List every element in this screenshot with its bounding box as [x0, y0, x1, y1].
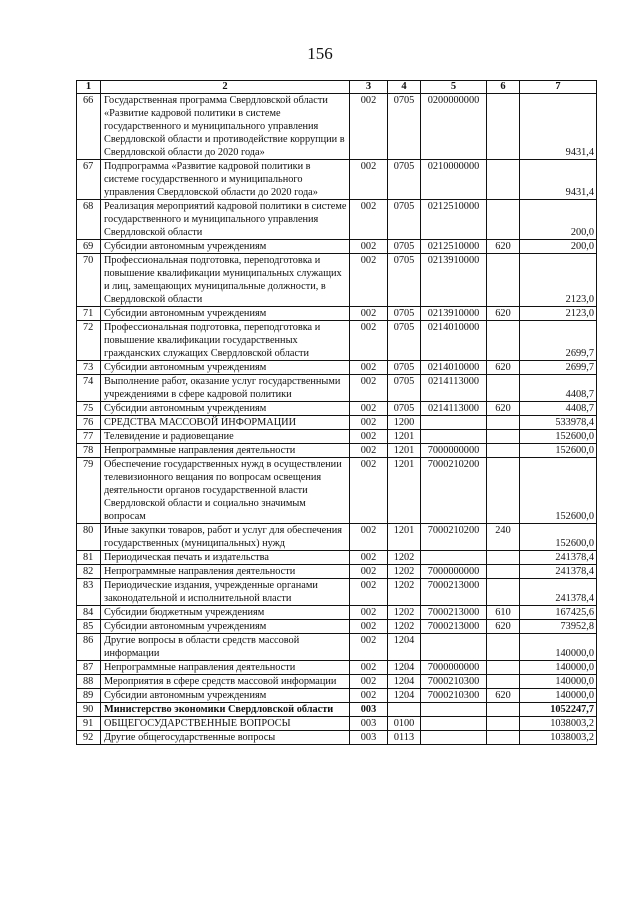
- row-code-section: 0705: [388, 94, 421, 160]
- row-code-section: 0705: [388, 240, 421, 254]
- table-row: [77, 634, 597, 661]
- row-code-target: 7000000000: [421, 661, 487, 675]
- row-code-expense: 610: [487, 606, 520, 620]
- budget-table: [76, 80, 597, 745]
- row-name: Министерство экономики Свердловской области: [101, 703, 350, 717]
- row-code-target: 7000210200: [421, 524, 487, 551]
- row-code-section: 0100: [388, 717, 421, 731]
- row-number: 67: [77, 160, 101, 200]
- row-number: 83: [77, 579, 101, 606]
- table-row: [77, 458, 597, 524]
- row-code-expense: [487, 703, 520, 717]
- row-amount: 9431,4: [520, 160, 597, 200]
- row-code-ministry: 002: [350, 94, 388, 160]
- row-number: 82: [77, 565, 101, 579]
- row-code-ministry: 002: [350, 565, 388, 579]
- row-amount: 73952,8: [520, 620, 597, 634]
- row-name: Выполнение работ, оказание услуг государственными учреждениями в сфере кадровой политики: [101, 375, 350, 402]
- row-code-target: 0210000000: [421, 160, 487, 200]
- row-code-target: 7000213000: [421, 606, 487, 620]
- row-code-expense: [487, 565, 520, 579]
- row-code-expense: [487, 675, 520, 689]
- row-code-section: 0705: [388, 254, 421, 307]
- row-code-target: 0214010000: [421, 321, 487, 361]
- col-header-2: 2: [101, 81, 350, 94]
- row-amount: 140000,0: [520, 634, 597, 661]
- row-name: Государственная программа Свердловской области «Развитие кадровой политики в системе государственного и муниципального управления Свердловской области и противодействие коррупции в Свердловской области до 2020 года»: [101, 94, 350, 160]
- table-row: [77, 444, 597, 458]
- row-code-ministry: 002: [350, 402, 388, 416]
- row-code-section: 1204: [388, 675, 421, 689]
- row-name: Непрограммные направления деятельности: [101, 444, 350, 458]
- row-name: Реализация мероприятий кадровой политики в системе государственного и муниципального управления Свердловской области: [101, 200, 350, 240]
- row-name: Субсидии бюджетным учреждениям: [101, 606, 350, 620]
- col-header-6: 6: [487, 81, 520, 94]
- row-amount: 241378,4: [520, 565, 597, 579]
- row-name: Профессиональная подготовка, переподготовка и повышение квалификации муниципальных служащих и лиц, замещающих муниципальные должности, в Свердловской области: [101, 254, 350, 307]
- row-code-expense: [487, 375, 520, 402]
- row-code-target: 7000213000: [421, 579, 487, 606]
- row-name: Субсидии автономным учреждениям: [101, 402, 350, 416]
- row-code-target: [421, 430, 487, 444]
- row-code-section: 1201: [388, 524, 421, 551]
- row-number: 81: [77, 551, 101, 565]
- row-number: 80: [77, 524, 101, 551]
- table-row: [77, 375, 597, 402]
- row-number: 69: [77, 240, 101, 254]
- row-code-ministry: 002: [350, 430, 388, 444]
- row-code-expense: [487, 661, 520, 675]
- row-code-ministry: 002: [350, 254, 388, 307]
- row-code-section: 0113: [388, 731, 421, 745]
- row-number: 75: [77, 402, 101, 416]
- row-code-section: 0705: [388, 402, 421, 416]
- col-header-5: 5: [421, 81, 487, 94]
- row-code-expense: [487, 551, 520, 565]
- row-code-expense: 620: [487, 307, 520, 321]
- row-code-expense: 620: [487, 620, 520, 634]
- row-number: 66: [77, 94, 101, 160]
- row-code-section: 1202: [388, 565, 421, 579]
- row-code-target: 0214113000: [421, 402, 487, 416]
- row-name: Иные закупки товаров, работ и услуг для обеспечения государственных (муниципальных) нужд: [101, 524, 350, 551]
- row-amount: 2123,0: [520, 254, 597, 307]
- table-row: [77, 254, 597, 307]
- row-code-ministry: 002: [350, 524, 388, 551]
- row-amount: 1038003,2: [520, 731, 597, 745]
- row-code-section: 0705: [388, 160, 421, 200]
- row-code-ministry: 002: [350, 620, 388, 634]
- row-code-target: 7000000000: [421, 444, 487, 458]
- row-code-ministry: 002: [350, 416, 388, 430]
- row-amount: 1038003,2: [520, 717, 597, 731]
- table-row: [77, 661, 597, 675]
- row-number: 77: [77, 430, 101, 444]
- row-code-section: 1202: [388, 606, 421, 620]
- col-header-4: 4: [388, 81, 421, 94]
- row-number: 89: [77, 689, 101, 703]
- row-code-section: 0705: [388, 361, 421, 375]
- table-row: [77, 416, 597, 430]
- row-code-section: 1201: [388, 444, 421, 458]
- row-code-ministry: 002: [350, 240, 388, 254]
- row-amount: 533978,4: [520, 416, 597, 430]
- row-code-section: [388, 703, 421, 717]
- row-amount: 2699,7: [520, 321, 597, 361]
- row-number: 76: [77, 416, 101, 430]
- row-name: Профессиональная подготовка, переподготовка и повышение квалификации государственных гражданских служащих Свердловской области: [101, 321, 350, 361]
- row-code-ministry: 002: [350, 458, 388, 524]
- table-row: [77, 94, 597, 160]
- table-row: [77, 402, 597, 416]
- table-row: [77, 689, 597, 703]
- row-code-ministry: 002: [350, 307, 388, 321]
- row-code-expense: 620: [487, 689, 520, 703]
- row-amount: 4408,7: [520, 402, 597, 416]
- row-code-section: 1204: [388, 634, 421, 661]
- row-code-target: [421, 416, 487, 430]
- row-code-expense: [487, 94, 520, 160]
- row-name: Непрограммные направления деятельности: [101, 565, 350, 579]
- row-number: 87: [77, 661, 101, 675]
- row-name: Субсидии автономным учреждениям: [101, 689, 350, 703]
- row-amount: 241378,4: [520, 579, 597, 606]
- row-name: Субсидии автономным учреждениям: [101, 620, 350, 634]
- row-code-ministry: 002: [350, 375, 388, 402]
- row-code-target: [421, 731, 487, 745]
- row-code-expense: [487, 579, 520, 606]
- col-header-7: 7: [520, 81, 597, 94]
- row-code-expense: [487, 416, 520, 430]
- table-row: [77, 160, 597, 200]
- row-amount: 9431,4: [520, 94, 597, 160]
- row-number: 85: [77, 620, 101, 634]
- row-number: 71: [77, 307, 101, 321]
- row-code-expense: 620: [487, 402, 520, 416]
- table-row: [77, 703, 597, 717]
- row-code-target: 7000210200: [421, 458, 487, 524]
- table-row: [77, 430, 597, 444]
- row-code-target: 7000213000: [421, 620, 487, 634]
- row-code-target: 0214010000: [421, 361, 487, 375]
- row-amount: 152600,0: [520, 444, 597, 458]
- table-row: [77, 361, 597, 375]
- row-code-ministry: 002: [350, 579, 388, 606]
- row-code-expense: [487, 254, 520, 307]
- table-body: [77, 94, 597, 745]
- row-name: Непрограммные направления деятельности: [101, 661, 350, 675]
- row-code-expense: [487, 458, 520, 524]
- row-number: 86: [77, 634, 101, 661]
- page-number: 156: [307, 44, 333, 63]
- row-code-expense: [487, 634, 520, 661]
- row-name: Мероприятия в сфере средств массовой информации: [101, 675, 350, 689]
- row-code-section: 0705: [388, 200, 421, 240]
- row-code-ministry: 002: [350, 606, 388, 620]
- row-code-expense: 240: [487, 524, 520, 551]
- row-code-target: [421, 717, 487, 731]
- row-code-target: 0213910000: [421, 254, 487, 307]
- row-amount: 140000,0: [520, 661, 597, 675]
- row-number: 78: [77, 444, 101, 458]
- col-header-3: 3: [350, 81, 388, 94]
- row-code-section: 1202: [388, 620, 421, 634]
- row-code-target: 0212510000: [421, 200, 487, 240]
- row-number: 91: [77, 717, 101, 731]
- row-amount: 140000,0: [520, 675, 597, 689]
- row-code-target: 7000000000: [421, 565, 487, 579]
- row-code-target: [421, 703, 487, 717]
- row-name: Субсидии автономным учреждениям: [101, 361, 350, 375]
- row-number: 68: [77, 200, 101, 240]
- table-header-row: [77, 81, 597, 94]
- row-amount: 152600,0: [520, 430, 597, 444]
- row-code-ministry: 003: [350, 731, 388, 745]
- row-number: 88: [77, 675, 101, 689]
- row-code-expense: [487, 717, 520, 731]
- table-row: [77, 551, 597, 565]
- table-row: [77, 731, 597, 745]
- row-code-ministry: 002: [350, 675, 388, 689]
- table-row: [77, 620, 597, 634]
- table-row: [77, 240, 597, 254]
- row-name: Субсидии автономным учреждениям: [101, 240, 350, 254]
- row-amount: 2123,0: [520, 307, 597, 321]
- row-code-target: [421, 634, 487, 661]
- row-amount: 2699,7: [520, 361, 597, 375]
- row-number: 92: [77, 731, 101, 745]
- row-code-ministry: 002: [350, 321, 388, 361]
- row-code-expense: 620: [487, 240, 520, 254]
- row-code-section: 0705: [388, 321, 421, 361]
- row-code-expense: [487, 430, 520, 444]
- row-code-section: 0705: [388, 307, 421, 321]
- row-amount: 140000,0: [520, 689, 597, 703]
- row-code-expense: [487, 160, 520, 200]
- row-number: 73: [77, 361, 101, 375]
- row-name: Другие общегосударственные вопросы: [101, 731, 350, 745]
- table-row: [77, 717, 597, 731]
- row-amount: 1052247,7: [520, 703, 597, 717]
- row-code-ministry: 002: [350, 551, 388, 565]
- row-name: СРЕДСТВА МАССОВОЙ ИНФОРМАЦИИ: [101, 416, 350, 430]
- col-header-1: 1: [77, 81, 101, 94]
- row-code-section: 0705: [388, 375, 421, 402]
- row-code-section: 1200: [388, 416, 421, 430]
- row-code-target: 0214113000: [421, 375, 487, 402]
- row-code-ministry: 002: [350, 634, 388, 661]
- row-number: 72: [77, 321, 101, 361]
- row-code-ministry: 002: [350, 361, 388, 375]
- row-name: Субсидии автономным учреждениям: [101, 307, 350, 321]
- row-amount: 152600,0: [520, 524, 597, 551]
- row-number: 84: [77, 606, 101, 620]
- table-row: [77, 675, 597, 689]
- row-number: 90: [77, 703, 101, 717]
- row-code-expense: [487, 321, 520, 361]
- row-number: 70: [77, 254, 101, 307]
- row-amount: 4408,7: [520, 375, 597, 402]
- row-code-section: 1204: [388, 661, 421, 675]
- row-code-expense: [487, 200, 520, 240]
- row-code-target: 7000210300: [421, 689, 487, 703]
- row-code-ministry: 002: [350, 661, 388, 675]
- row-name: Подпрограмма «Развитие кадровой политики в системе государственного и муниципального управления Свердловской области до 2020 года»: [101, 160, 350, 200]
- row-name: ОБЩЕГОСУДАРСТВЕННЫЕ ВОПРОСЫ: [101, 717, 350, 731]
- row-amount: 241378,4: [520, 551, 597, 565]
- row-number: 79: [77, 458, 101, 524]
- row-code-expense: [487, 444, 520, 458]
- row-code-ministry: 002: [350, 689, 388, 703]
- table-row: [77, 321, 597, 361]
- row-code-expense: 620: [487, 361, 520, 375]
- row-code-section: 1202: [388, 551, 421, 565]
- table-row: [77, 524, 597, 551]
- row-code-target: [421, 551, 487, 565]
- row-name: Другие вопросы в области средств массовой информации: [101, 634, 350, 661]
- row-code-section: 1201: [388, 430, 421, 444]
- row-amount: 200,0: [520, 200, 597, 240]
- table-row: [77, 565, 597, 579]
- row-code-section: 1201: [388, 458, 421, 524]
- row-code-ministry: 002: [350, 200, 388, 240]
- row-code-ministry: 003: [350, 703, 388, 717]
- row-code-ministry: 002: [350, 444, 388, 458]
- row-number: 74: [77, 375, 101, 402]
- row-name: Телевидение и радиовещание: [101, 430, 350, 444]
- row-amount: 152600,0: [520, 458, 597, 524]
- row-code-target: 0200000000: [421, 94, 487, 160]
- row-code-section: 1202: [388, 579, 421, 606]
- table-row: [77, 307, 597, 321]
- row-code-target: 0213910000: [421, 307, 487, 321]
- row-name: Периодическая печать и издательства: [101, 551, 350, 565]
- row-code-expense: [487, 731, 520, 745]
- row-code-ministry: 003: [350, 717, 388, 731]
- table-row: [77, 200, 597, 240]
- row-name: Обеспечение государственных нужд в осуществлении телевизионного вещания по вопросам освещения деятельности органов государственной власти Свердловской области и социально значимым вопросам: [101, 458, 350, 524]
- row-amount: 167425,6: [520, 606, 597, 620]
- table-row: [77, 579, 597, 606]
- row-code-ministry: 002: [350, 160, 388, 200]
- row-code-section: 1204: [388, 689, 421, 703]
- row-code-target: 0212510000: [421, 240, 487, 254]
- row-name: Периодические издания, учрежденные органами законодательной и исполнительной власти: [101, 579, 350, 606]
- row-code-target: 7000210300: [421, 675, 487, 689]
- row-amount: 200,0: [520, 240, 597, 254]
- table-row: [77, 606, 597, 620]
